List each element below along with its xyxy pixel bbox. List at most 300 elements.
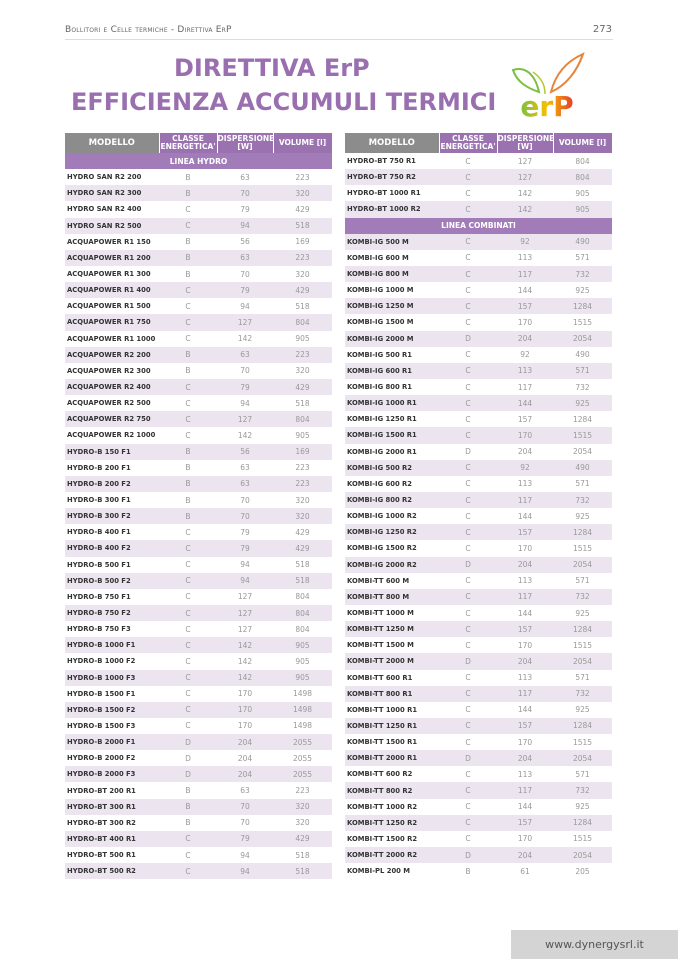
cell-model: ACQUAPOWER R1 1000 — [67, 334, 156, 343]
cell-model: KOMBI-IG 1000 R2 — [347, 512, 417, 521]
table-row — [65, 363, 332, 379]
cell-energy-class: C — [185, 721, 191, 731]
cell-model: HYDRO-B 1500 F2 — [65, 702, 159, 718]
cell-volume: 169 — [295, 237, 310, 247]
table-row — [65, 282, 332, 298]
cell-model: KOMBI-TT 1000 R2 — [347, 802, 418, 811]
cell-model: KOMBI-TT 1500 R2 — [347, 834, 418, 843]
cell-volume: 571 — [575, 769, 590, 779]
cell-model: KOMBI-IG 600 R2 — [347, 479, 413, 488]
column-header-dispersione: DISPERSIONE [W] — [217, 134, 275, 151]
cell-volume: 490 — [575, 350, 590, 360]
section-row — [345, 218, 612, 234]
cell-volume: 320 — [273, 508, 332, 524]
column-header-dispersione: DISPERSIONE [W] — [497, 134, 555, 151]
table-row — [65, 557, 332, 573]
cell-model: HYDRO-B 1000 F3 — [65, 670, 159, 686]
column-header-volume: VOLUME [l] — [273, 133, 332, 153]
cell-energy-class: B — [185, 786, 191, 796]
cell-energy-class: C — [185, 592, 191, 602]
cell-energy-class: C — [465, 511, 471, 521]
cell-energy-class: B — [465, 866, 471, 876]
cell-model: ACQUAPOWER R2 200 — [65, 347, 159, 363]
cell-energy-class: B — [185, 237, 191, 247]
cell-dispersion: 142 — [217, 637, 273, 653]
cell-dispersion: 94 — [217, 863, 273, 879]
column-header-modello: MODELLO — [345, 133, 439, 153]
cell-dispersion: 63 — [217, 250, 273, 266]
header-divider — [65, 39, 613, 40]
cell-energy-class: C — [465, 414, 471, 424]
table-row — [345, 492, 612, 508]
cell-dispersion: 79 — [217, 379, 273, 395]
table-row — [345, 363, 612, 379]
cell-dispersion: 70 — [240, 818, 250, 828]
cell-energy-class: C — [159, 314, 217, 330]
table-row — [345, 250, 612, 266]
cell-model: KOMBI-IG 500 R1 — [347, 350, 413, 359]
cell-model: HYDRO-B 1500 F1 — [67, 689, 136, 698]
cell-dispersion: 170 — [517, 640, 533, 650]
cell-model: HYDRO-B 2000 F1 — [65, 734, 159, 750]
cell-volume: 429 — [295, 527, 310, 537]
cell-dispersion: 117 — [517, 382, 533, 392]
cell-volume: 804 — [575, 156, 590, 166]
cell-model: HYDRO-BT 200 R1 — [67, 786, 136, 795]
cell-dispersion: 144 — [517, 608, 533, 618]
table-row — [65, 702, 332, 718]
cell-volume: 925 — [575, 608, 590, 618]
table-row — [345, 863, 612, 879]
cell-volume: 2055 — [273, 766, 332, 782]
cell-dispersion: 204 — [497, 847, 553, 863]
cell-volume: 732 — [553, 782, 612, 798]
cell-energy-class: D — [439, 750, 497, 766]
table-row — [345, 331, 612, 347]
table-row — [65, 734, 332, 750]
cell-dispersion: 113 — [497, 363, 553, 379]
cell-model: ACQUAPOWER R1 400 — [65, 282, 159, 298]
cell-model: HYDRO-B 500 F2 — [65, 573, 159, 589]
cell-energy-class: C — [439, 621, 497, 637]
cell-dispersion: 157 — [497, 524, 553, 540]
cell-dispersion: 204 — [497, 653, 553, 669]
table-row — [65, 766, 332, 782]
cell-volume: 518 — [273, 218, 332, 234]
cell-volume: 205 — [575, 866, 590, 876]
cell-volume: 2054 — [553, 653, 612, 669]
cell-model: KOMBI-IG 2000 M — [345, 331, 439, 347]
cell-volume: 320 — [295, 495, 310, 505]
table-row — [65, 718, 332, 734]
cell-energy-class: C — [465, 673, 471, 683]
cell-dispersion: 113 — [517, 769, 533, 779]
table-row — [65, 460, 332, 476]
table-row — [65, 347, 332, 363]
cell-dispersion: 70 — [217, 799, 273, 815]
cell-model: HYDRO-B 400 F2 — [65, 540, 159, 556]
cell-dispersion: 170 — [517, 317, 533, 327]
table-row — [65, 815, 332, 831]
cell-model: KOMBI-IG 2000 R2 — [345, 557, 439, 573]
cell-model: ACQUAPOWER R2 300 — [67, 366, 151, 375]
cell-model: KOMBI-IG 1000 R1 — [345, 395, 439, 411]
cell-energy-class: C — [465, 317, 471, 327]
table-row — [65, 847, 332, 863]
cell-energy-class: C — [439, 201, 497, 217]
cell-dispersion: 157 — [497, 815, 553, 831]
cell-dispersion: 204 — [497, 331, 553, 347]
cell-dispersion: 79 — [217, 831, 273, 847]
cell-energy-class: C — [159, 218, 217, 234]
cell-model: KOMBI-IG 600 R1 — [345, 363, 439, 379]
cell-energy-class: C — [159, 637, 217, 653]
cell-model: KOMBI-IG 800 M — [345, 266, 439, 282]
cell-energy-class: C — [465, 253, 471, 263]
table-row — [345, 282, 612, 298]
cell-energy-class: B — [185, 366, 191, 376]
cell-energy-class: D — [439, 847, 497, 863]
cell-volume: 905 — [575, 188, 590, 198]
cell-dispersion: 92 — [497, 460, 553, 476]
cell-dispersion: 204 — [497, 557, 553, 573]
cell-model: KOMBI-TT 600 R2 — [347, 770, 413, 779]
cell-dispersion: 144 — [517, 285, 533, 295]
cell-dispersion: 94 — [240, 398, 250, 408]
cell-energy-class: C — [439, 395, 497, 411]
cell-energy-class: C — [439, 782, 497, 798]
cell-dispersion: 117 — [497, 589, 553, 605]
table-row — [65, 266, 332, 282]
cell-dispersion: 113 — [517, 253, 533, 263]
cell-energy-class: B — [159, 347, 217, 363]
section-title: LINEA HYDRO — [65, 153, 332, 169]
table-row — [65, 508, 332, 524]
cell-volume: 1284 — [553, 621, 612, 637]
cell-model: KOMBI-IG 500 M — [345, 234, 439, 250]
cell-dispersion: 204 — [217, 766, 273, 782]
cell-dispersion: 70 — [240, 495, 250, 505]
cell-volume: 732 — [575, 382, 590, 392]
cell-model: ACQUAPOWER R1 300 — [67, 270, 151, 279]
cell-model: KOMBI-TT 1250 R1 — [345, 718, 439, 734]
table-row — [345, 444, 612, 460]
cell-volume: 518 — [295, 850, 310, 860]
cell-dispersion: 56 — [217, 444, 273, 460]
cell-energy-class: C — [159, 411, 217, 427]
cell-dispersion: 127 — [217, 411, 273, 427]
cell-model: HYDRO-B 500 F1 — [67, 560, 131, 569]
table-row — [65, 476, 332, 492]
cell-model: KOMBI-TT 2000 R1 — [345, 750, 439, 766]
cell-volume: 490 — [553, 460, 612, 476]
cell-energy-class: B — [185, 463, 191, 473]
table-row — [65, 573, 332, 589]
cell-dispersion: 204 — [217, 734, 273, 750]
cell-volume: 518 — [295, 398, 310, 408]
cell-model: KOMBI-IG 1250 R2 — [345, 524, 439, 540]
cell-dispersion: 157 — [497, 718, 553, 734]
table-row — [65, 686, 332, 702]
cell-volume: 925 — [553, 395, 612, 411]
cell-energy-class: B — [185, 172, 191, 182]
cell-volume: 571 — [575, 253, 590, 263]
cell-dispersion: 127 — [237, 624, 253, 634]
cell-model: HYDRO-B 750 F2 — [65, 605, 159, 621]
table-row — [345, 185, 612, 201]
cell-model: HYDRO-BT 300 R1 — [65, 799, 159, 815]
table-row — [345, 637, 612, 653]
cell-dispersion: 170 — [497, 427, 553, 443]
cell-dispersion: 79 — [240, 204, 250, 214]
cell-energy-class: C — [439, 686, 497, 702]
table-header-row — [345, 133, 612, 153]
cell-volume: 1284 — [553, 815, 612, 831]
cell-dispersion: 94 — [217, 218, 273, 234]
cell-volume: 925 — [575, 511, 590, 521]
cell-dispersion: 63 — [217, 347, 273, 363]
cell-volume: 2054 — [553, 847, 612, 863]
cell-volume: 169 — [273, 444, 332, 460]
cell-volume: 429 — [273, 540, 332, 556]
cell-dispersion: 127 — [237, 592, 253, 602]
cell-volume: 1284 — [572, 414, 593, 424]
cell-volume: 804 — [273, 411, 332, 427]
table-row — [345, 653, 612, 669]
cell-model: HYDRO SAN R2 300 — [65, 185, 159, 201]
table-row — [345, 460, 612, 476]
page-title-line1: DIRETTIVA ErP — [174, 54, 370, 82]
cell-volume: 223 — [273, 250, 332, 266]
cell-model: ACQUAPOWER R2 400 — [65, 379, 159, 395]
cell-energy-class: B — [185, 818, 191, 828]
table-row — [65, 250, 332, 266]
cell-model: KOMBI-IG 500 R2 — [345, 460, 439, 476]
cell-energy-class: B — [159, 799, 217, 815]
cell-volume: 1284 — [553, 718, 612, 734]
cell-dispersion: 170 — [237, 721, 253, 731]
cell-volume: 571 — [553, 363, 612, 379]
cell-model: HYDRO SAN R2 500 — [65, 218, 159, 234]
cell-energy-class: C — [465, 543, 471, 553]
cell-volume: 925 — [575, 705, 590, 715]
cell-dispersion: 144 — [517, 705, 533, 715]
cell-energy-class: C — [439, 169, 497, 185]
table-row — [345, 670, 612, 686]
svg-text:erP: erP — [520, 90, 574, 123]
table-row — [65, 637, 332, 653]
cell-model: ACQUAPOWER R1 150 — [67, 237, 151, 246]
cell-energy-class: C — [159, 282, 217, 298]
cell-dispersion: 127 — [217, 314, 273, 330]
cell-energy-class: C — [159, 540, 217, 556]
cell-model: KOMBI-IG 1500 R1 — [345, 427, 439, 443]
cell-model: KOMBI-IG 1250 R1 — [347, 415, 417, 424]
cell-volume: 429 — [273, 379, 332, 395]
cell-dispersion: 204 — [497, 750, 553, 766]
cell-energy-class: B — [159, 185, 217, 201]
table-row — [65, 492, 332, 508]
table-row — [65, 331, 332, 347]
cell-dispersion: 204 — [517, 447, 533, 457]
cell-model: HYDRO-B 200 F2 — [65, 476, 159, 492]
table-row — [345, 702, 612, 718]
cell-volume: 320 — [295, 818, 310, 828]
running-header: Bollitori e Celle termiche - Direttiva ErP — [65, 25, 232, 35]
cell-dispersion: 170 — [217, 702, 273, 718]
table-row — [345, 573, 612, 589]
cell-volume: 1498 — [292, 689, 313, 699]
cell-energy-class: C — [185, 689, 191, 699]
cell-volume: 2055 — [273, 734, 332, 750]
table-row — [65, 799, 332, 815]
cell-energy-class: C — [465, 608, 471, 618]
cell-volume: 223 — [273, 347, 332, 363]
table-row — [345, 718, 612, 734]
cell-model: KOMBI-TT 1250 M — [345, 621, 439, 637]
cell-dispersion: 94 — [240, 850, 250, 860]
cell-energy-class: C — [439, 298, 497, 314]
cell-volume: 1515 — [553, 427, 612, 443]
cell-volume: 905 — [295, 430, 310, 440]
cell-energy-class: C — [465, 834, 471, 844]
cell-dispersion: 144 — [517, 802, 533, 812]
cell-energy-class: D — [439, 331, 497, 347]
cell-dispersion: 63 — [240, 463, 250, 473]
cell-model: HYDRO-B 1500 F3 — [67, 721, 136, 730]
cell-energy-class: C — [465, 576, 471, 586]
website-link[interactable]: www.dynergysrl.it — [511, 930, 678, 959]
table-row — [65, 589, 332, 605]
cell-volume: 1515 — [572, 543, 593, 553]
table-row — [65, 831, 332, 847]
cell-volume: 490 — [553, 234, 612, 250]
cell-dispersion: 127 — [217, 605, 273, 621]
cell-model: HYDRO-BT 400 R1 — [65, 831, 159, 847]
table-row — [65, 427, 332, 443]
right-efficiency-table — [345, 133, 613, 879]
page-number: 273 — [592, 24, 612, 35]
cell-energy-class: B — [159, 508, 217, 524]
cell-volume: 925 — [575, 802, 590, 812]
table-row — [345, 298, 612, 314]
cell-energy-class: C — [185, 430, 191, 440]
cell-energy-class: C — [185, 656, 191, 666]
cell-model: HYDRO-BT 1000 R1 — [347, 189, 421, 198]
cell-model: ACQUAPOWER R2 500 — [67, 399, 151, 408]
cell-energy-class: B — [159, 444, 217, 460]
cell-volume: 1498 — [273, 702, 332, 718]
cell-volume: 905 — [553, 201, 612, 217]
cell-dispersion: 127 — [497, 169, 553, 185]
cell-model: ACQUAPOWER R1 750 — [65, 314, 159, 330]
cell-model: HYDRO-B 2000 F3 — [65, 766, 159, 782]
cell-dispersion: 79 — [240, 527, 250, 537]
cell-model: KOMBI-IG 800 R2 — [345, 492, 439, 508]
cell-dispersion: 70 — [240, 366, 250, 376]
cell-model: KOMBI-TT 1000 R1 — [347, 705, 418, 714]
cell-volume: 223 — [273, 476, 332, 492]
table-row — [65, 670, 332, 686]
cell-dispersion: 157 — [497, 298, 553, 314]
cell-energy-class: C — [465, 350, 471, 360]
cell-model: KOMBI-IG 1250 M — [345, 298, 439, 314]
cell-energy-class: D — [159, 734, 217, 750]
cell-energy-class: C — [185, 624, 191, 634]
table-row — [345, 557, 612, 573]
cell-volume: 1515 — [572, 737, 593, 747]
cell-energy-class: C — [185, 301, 191, 311]
cell-energy-class: C — [159, 863, 217, 879]
cell-volume: 223 — [295, 786, 310, 796]
table-row — [345, 621, 612, 637]
table-row — [345, 395, 612, 411]
table-row — [345, 508, 612, 524]
cell-model: ACQUAPOWER R2 750 — [65, 411, 159, 427]
table-row — [65, 411, 332, 427]
cell-energy-class: B — [159, 476, 217, 492]
cell-dispersion: 144 — [497, 395, 553, 411]
cell-dispersion: 157 — [497, 621, 553, 637]
cell-dispersion: 94 — [240, 560, 250, 570]
cell-energy-class: C — [185, 204, 191, 214]
table-row — [345, 347, 612, 363]
cell-model: KOMBI-IG 600 M — [347, 253, 409, 262]
table-row — [345, 524, 612, 540]
cell-volume: 804 — [295, 592, 310, 602]
cell-energy-class: C — [465, 382, 471, 392]
cell-volume: 320 — [273, 185, 332, 201]
cell-dispersion: 79 — [217, 282, 273, 298]
cell-dispersion: 92 — [520, 350, 530, 360]
cell-dispersion: 170 — [517, 737, 533, 747]
cell-dispersion: 144 — [517, 511, 533, 521]
cell-volume: 804 — [273, 605, 332, 621]
table-row — [345, 734, 612, 750]
cell-model: HYDRO-B 200 F1 — [67, 463, 131, 472]
cell-volume: 1515 — [572, 834, 593, 844]
cell-dispersion: 127 — [517, 156, 533, 166]
cell-model: KOMBI-TT 1500 M — [347, 641, 414, 650]
cell-energy-class: C — [439, 524, 497, 540]
cell-model: ACQUAPOWER R1 200 — [65, 250, 159, 266]
cell-dispersion: 117 — [497, 266, 553, 282]
cell-model: HYDRO-BT 750 R2 — [345, 169, 439, 185]
cell-model: KOMBI-TT 600 M — [347, 576, 410, 585]
cell-energy-class: C — [439, 427, 497, 443]
cell-energy-class: C — [439, 718, 497, 734]
cell-model: KOMBI-TT 2000 R2 — [345, 847, 439, 863]
table-row — [345, 379, 612, 395]
cell-energy-class: C — [439, 460, 497, 476]
cell-dispersion: 117 — [497, 782, 553, 798]
cell-energy-class: D — [185, 753, 191, 763]
cell-model: KOMBI-IG 1000 M — [347, 286, 414, 295]
cell-model: ACQUAPOWER R1 500 — [67, 302, 151, 311]
cell-volume: 1498 — [292, 721, 313, 731]
table-row — [345, 766, 612, 782]
table-row — [65, 395, 332, 411]
cell-volume: 571 — [575, 673, 590, 683]
cell-energy-class: C — [439, 266, 497, 282]
cell-volume: 320 — [295, 366, 310, 376]
cell-energy-class: B — [185, 495, 191, 505]
cell-dispersion: 142 — [217, 670, 273, 686]
cell-model: HYDRO-B 300 F1 — [67, 496, 131, 505]
cell-dispersion: 92 — [497, 234, 553, 250]
cell-volume: 518 — [273, 573, 332, 589]
cell-energy-class: C — [465, 479, 471, 489]
